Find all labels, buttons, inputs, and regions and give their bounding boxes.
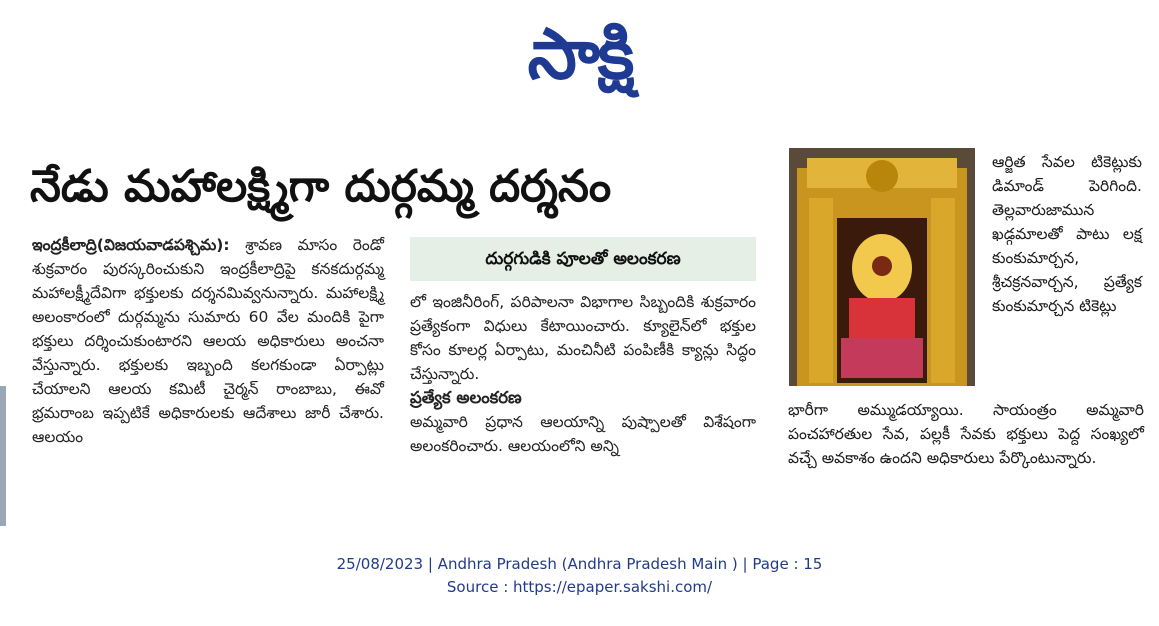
col2-text-2: అమ్మవారి ప్రధాన ఆలయాన్ని పుష్పాలతో విశేషంగా అలంకరించారు. ఆలయంలోని అన్ని <box>410 413 756 455</box>
article-column-3-bottom: భారీగా అమ్ముడయ్యాయి. సాయంత్రం అమ్మవారి పంచహారతుల సేవ, పల్లకీ సేవకు భక్తులు పెద్ద సంఖ్యలో వచ్చే అవకాశం ఉందని అధికారులు పేర్కొంటున్నారు. <box>788 401 1144 467</box>
article-column-1 <box>32 233 384 449</box>
article-column-2 <box>410 290 756 458</box>
col1-text: శ్రావణ మాసం రెండో శుక్రవారం పురస్కరించుకుని ఇంద్రకీలాద్రిపై కనకదుర్గమ్మ మహాలక్ష్మీదేవిగా భక్తులకు దర్శనమివ్వనున్నారు. మహాలక్ష్మి అలంకారంలో దుర్గమ్మను సుమారు 60 వేల మందికి పైగా భక్తులు దర్శించుకుంటారని ఆలయ అధికారులు అంచనా వేస్తున్నారు. భక్తులకు ఇబ్బంది కలగకుండా ఏర్పాట్లు చేయాలని ఆలయ కమిటీ చైర్మన్ రాంబాబు, ఈవో భ్రమరాంబ ఇప్పటికే అధికారులకు ఆదేశాలు జారీ చేశారు. ఆలయం <box>32 236 384 446</box>
footer-source[interactable]: Source : https://epaper.sakshi.com/ <box>446 578 713 596</box>
subheading: ప్రత్యేక అలంకరణ <box>410 388 522 407</box>
subheading-box: దుర్గగుడికి పూలతో అలంకరణ <box>410 237 756 281</box>
article-column-3-right: ఆర్జిత సేవల టికెట్లుకు డిమాండ్ పెరిగింది. తెల్లవారుజామున ఖడ్గమాలతో పాటు లక్ష కుంకుమార్చన, శ్రీచక్రనవార్చన, ప్రత్యేక కుంకుమార్చన టికెట్లు <box>992 153 1142 315</box>
page-title: నేడు మహాలక్ష్మిగా దుర్గమ్మ దర్శనం <box>30 161 612 212</box>
adjacent-page-edge <box>0 386 6 526</box>
sakshi-logo: సాక్షి <box>527 13 633 95</box>
goddess-photo-icon <box>789 148 975 386</box>
dateline: ఇంద్రకీలాద్రి(విజయవాడపశ్చిమ): <box>32 236 230 254</box>
col2-text: లో ఇంజినీరింగ్, పరిపాలనా విభాగాల సిబ్బందికి శుక్రవారం ప్రత్యేకంగా విధులు కేటాయించారు. క్యూలైన్‌లో భక్తుల కోసం కూలర్ల ఏర్పాటు, మంచినీటి పంపిణీకి క్యాన్లు సిద్ధం చేస్తున్నారు. <box>410 293 756 383</box>
footer-meta: 25/08/2023 | Andhra Pradesh (Andhra Pradesh Main ) | Page : 15 <box>336 555 823 573</box>
